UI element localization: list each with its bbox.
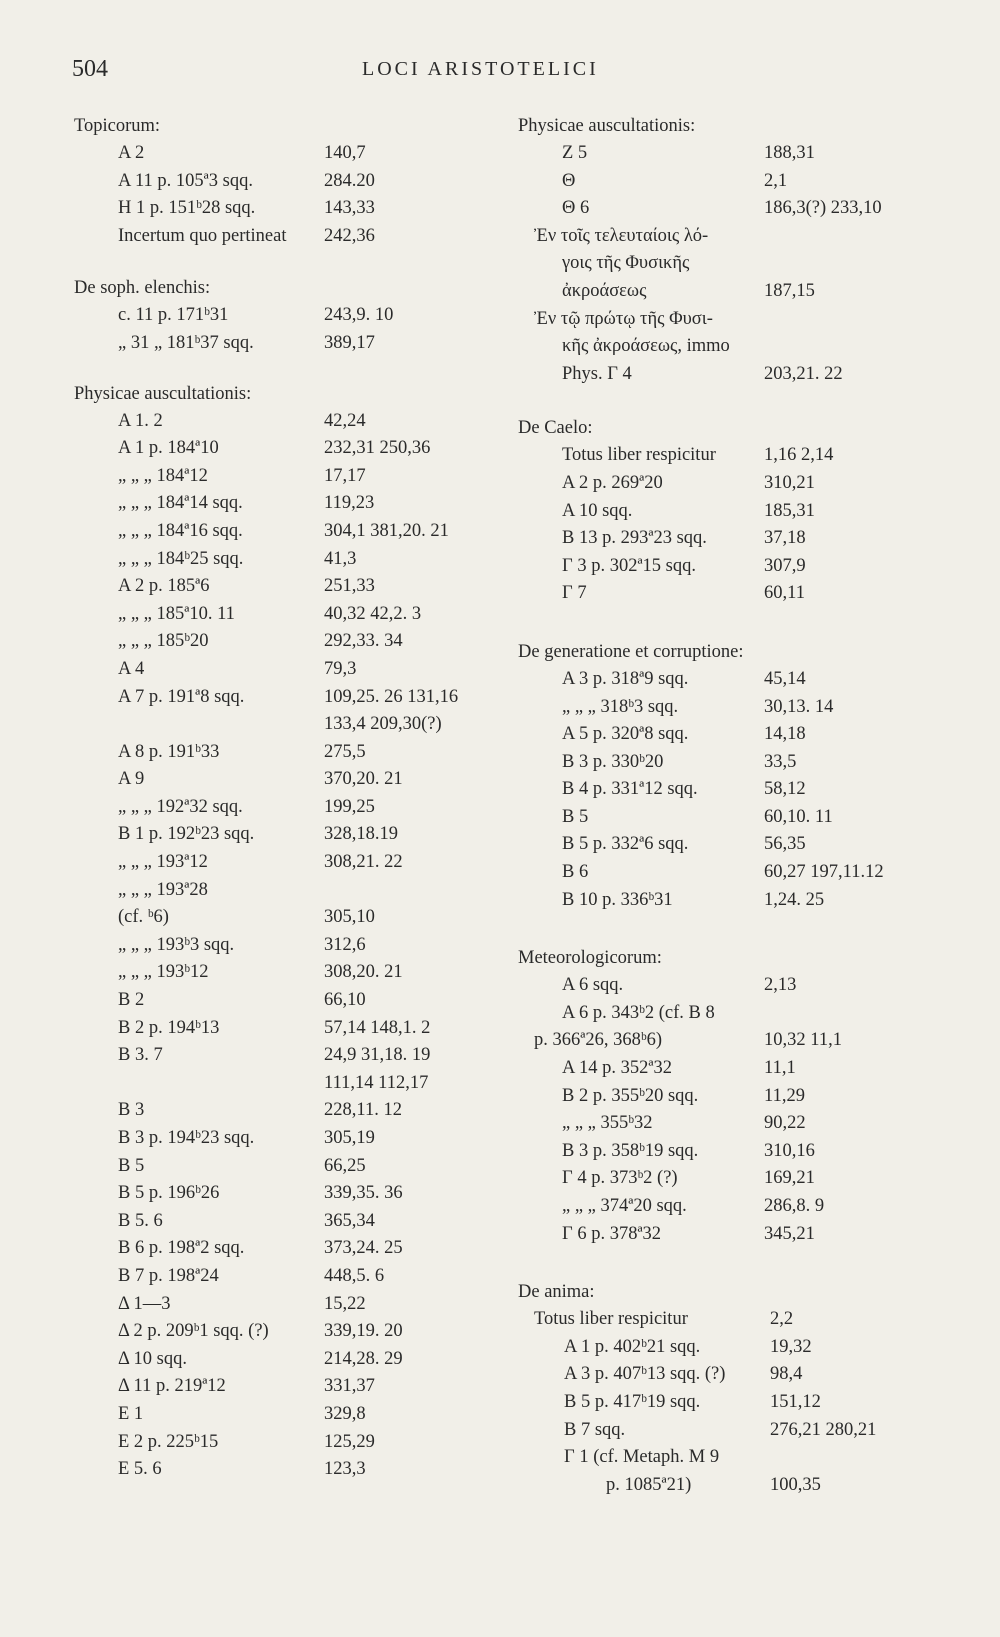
section-title: De soph. elenchis:	[74, 278, 211, 299]
index-entry	[74, 435, 504, 463]
entry-page-line: 1,24. 25	[764, 889, 825, 910]
index-entry	[518, 250, 938, 278]
index-entry	[74, 656, 504, 684]
index-entry	[74, 330, 504, 358]
entry-reference: A 9	[118, 769, 145, 790]
index-entry	[74, 1401, 504, 1429]
entry-page-line: 308,20. 21	[324, 962, 403, 983]
entry-page-line: 125,29	[324, 1431, 375, 1452]
entry-reference: B 7 sqq.	[564, 1419, 626, 1440]
entry-page-line: 370,20. 21	[324, 769, 403, 790]
index-entry	[518, 721, 938, 749]
index-entry	[74, 987, 504, 1015]
entry-page-line: 10,32 11,1	[764, 1030, 842, 1051]
index-entry	[518, 1083, 938, 1111]
entry-reference: B 10 p. 336ᵇ31	[562, 889, 673, 910]
index-entry	[74, 463, 504, 491]
index-entry	[518, 1334, 938, 1362]
entry-reference: A 7 p. 191ª8 sqq.	[118, 686, 245, 707]
index-entry	[74, 490, 504, 518]
page-header	[72, 56, 952, 90]
entry-page-line: 286,8. 9	[764, 1196, 825, 1216]
entry-page-line: 37,18	[764, 528, 806, 549]
entry-page-line: 275,5	[324, 741, 366, 762]
index-section	[74, 380, 504, 1484]
entry-page-line: 14,18	[764, 724, 806, 745]
entry-page-line: 328,18.19	[324, 824, 398, 845]
entry-reference: A 6 p. 343ᵇ2 (cf. B 8	[562, 1002, 715, 1023]
entry-reference: „ „ „ 184ª16 sqq.	[118, 520, 243, 541]
index-entry	[74, 601, 504, 629]
index-entry	[518, 442, 938, 470]
entry-page-line: 345,21	[764, 1223, 815, 1244]
entry-reference: B 7 p. 198ª24	[118, 1265, 219, 1286]
index-entry	[74, 711, 504, 739]
index-entry	[518, 1389, 938, 1417]
entry-reference: Δ 10 sqq.	[118, 1348, 187, 1369]
index-entry	[518, 470, 938, 498]
entry-reference: κῆς ἀκροάσεως, immo	[562, 336, 730, 357]
index-entry	[518, 278, 938, 306]
entry-page-line: 339,35. 36	[324, 1183, 403, 1204]
right-column	[518, 112, 938, 1525]
index-entry	[518, 580, 938, 608]
index-entry	[74, 1318, 504, 1346]
entry-reference: Ἐν τῷ πρώτῳ τῆς Φυσι-	[534, 308, 713, 329]
entry-page-line: 214,28. 29	[324, 1348, 403, 1369]
entry-reference: A 10 sqq.	[562, 500, 633, 521]
entry-page-line: 284.20	[324, 170, 375, 191]
index-entry	[74, 794, 504, 822]
entry-reference: γοις τῆς Φυσικῆς	[562, 253, 690, 274]
entry-page-line: 389,17	[324, 332, 375, 353]
index-entry	[518, 1000, 938, 1028]
entry-reference: Γ 4 p. 373ᵇ2 (?)	[562, 1168, 678, 1189]
entry-reference: A 5 p. 320ª8 sqq.	[562, 724, 689, 745]
index-entry	[74, 1346, 504, 1374]
entry-reference: Θ	[562, 170, 576, 191]
index-entry	[74, 849, 504, 877]
index-entry	[74, 932, 504, 960]
entry-page-line: 60,10. 11	[764, 806, 833, 827]
entry-page-line: 56,35	[764, 834, 806, 855]
entry-page-line: 143,33	[324, 198, 375, 219]
entry-reference: „ „ „ 193ᵇ3 sqq.	[118, 934, 235, 955]
index-entry	[518, 859, 938, 887]
entry-reference: B 5 p. 196ᵇ26	[118, 1183, 220, 1204]
entry-reference: B 2	[118, 990, 145, 1011]
entry-reference: A 2 p. 269ª20	[562, 472, 663, 493]
index-section	[518, 1278, 938, 1499]
entry-reference: „ „ „ 193ª12	[118, 852, 208, 873]
entry-reference: H 1 p. 151ᵇ28 sqq.	[118, 198, 256, 219]
entry-page-line: 24,9 31,18. 19	[324, 1045, 431, 1066]
entry-page-line: 151,12	[770, 1391, 821, 1412]
index-entry	[518, 972, 938, 1000]
index-entry	[74, 1235, 504, 1263]
index-entry	[74, 1373, 504, 1401]
entry-page-line: 307,9	[764, 555, 806, 576]
entry-page-line: 310,21	[764, 472, 815, 493]
index-section	[518, 112, 938, 388]
entry-page-line: 133,4 209,30(?)	[324, 714, 442, 735]
index-entry	[74, 168, 504, 196]
index-entry	[518, 776, 938, 804]
index-entry	[518, 1027, 938, 1055]
index-section	[518, 944, 938, 1248]
entry-reference: „ „ „ 318ᵇ3 sqq.	[562, 696, 679, 717]
index-entry	[74, 1180, 504, 1208]
entry-page-line: 19,32	[770, 1336, 812, 1357]
index-section	[518, 638, 938, 914]
entry-reference: Γ 7	[562, 583, 587, 604]
entry-reference: Z 5	[562, 143, 588, 163]
index-entry	[74, 195, 504, 223]
entry-page-line: 123,3	[324, 1459, 366, 1480]
entry-reference: Γ 3 p. 302ª15 sqq.	[562, 555, 696, 576]
entry-page-line: 310,16	[764, 1140, 815, 1161]
index-entry	[74, 546, 504, 574]
index-entry	[518, 804, 938, 832]
entry-reference: B 3 p. 358ᵇ19 sqq.	[562, 1140, 699, 1161]
index-entry	[518, 195, 938, 223]
entry-reference: A 11 p. 105ª3 sqq.	[118, 170, 253, 191]
entry-page-line: 1,16 2,14	[764, 445, 834, 466]
entry-page-line: 228,11. 12	[324, 1100, 402, 1121]
index-entry	[74, 959, 504, 987]
entry-reference: Θ 6	[562, 198, 590, 219]
index-entry	[518, 666, 938, 694]
entry-reference: B 5	[562, 806, 589, 827]
entry-reference: A 14 p. 352ª32	[562, 1058, 672, 1079]
entry-page-line: 33,5	[764, 751, 797, 772]
entry-reference: Δ 2 p. 209ᵇ1 sqq. (?)	[118, 1321, 269, 1342]
index-entry	[518, 1193, 938, 1221]
index-entry	[518, 140, 938, 168]
index-entry	[74, 1429, 504, 1457]
entry-reference: Δ 11 p. 219ª12	[118, 1376, 226, 1397]
entry-page-line: 331,37	[324, 1376, 375, 1397]
entry-reference: B 5. 6	[118, 1210, 163, 1231]
entry-page-line: 66,25	[324, 1155, 366, 1176]
entry-page-line: 339,19. 20	[324, 1321, 403, 1342]
entry-reference: ἀκροάσεως	[562, 280, 647, 301]
entry-reference: Totus liber respicitur	[562, 445, 716, 466]
entry-page-line: 251,33	[324, 576, 375, 597]
index-entry	[518, 525, 938, 553]
entry-page-line: 90,22	[764, 1113, 806, 1134]
index-entry	[518, 223, 938, 251]
entry-reference: E 5. 6	[118, 1459, 162, 1480]
entry-reference: „ „ „ 192ª32 sqq.	[118, 796, 243, 817]
index-entry	[74, 1070, 504, 1098]
entry-page-line: 60,11	[764, 583, 805, 604]
entry-reference: A 6 sqq.	[562, 975, 624, 996]
entry-reference: „ „ „ 185ᵇ20	[118, 631, 209, 652]
entry-page-line: 98,4	[770, 1364, 803, 1385]
entry-page-line: 15,22	[324, 1293, 366, 1314]
section-title: De generatione et corruptione:	[518, 641, 744, 662]
index-entry	[74, 739, 504, 767]
index-entry	[74, 1208, 504, 1236]
index-section	[518, 414, 938, 608]
entry-reference: Γ 6 p. 378ª32	[562, 1223, 662, 1244]
entry-reference: p. 366ª26, 368ᵇ6)	[534, 1030, 662, 1051]
index-entry	[74, 877, 504, 905]
entry-reference: A 3 p. 318ª9 sqq.	[562, 668, 689, 689]
entry-page-line: 42,24	[324, 410, 366, 431]
entry-page-line: 17,17	[324, 465, 366, 486]
entry-reference: A 1 p. 402ᵇ21 sqq.	[564, 1336, 701, 1357]
index-entry	[518, 1472, 938, 1500]
entry-page-line: 66,10	[324, 990, 366, 1011]
entry-reference: B 2 p. 194ᵇ13	[118, 1017, 220, 1038]
entry-page-line: 60,27 197,11.12	[764, 862, 884, 883]
entry-page-line: 100,35	[770, 1474, 821, 1495]
index-entry	[518, 1444, 938, 1472]
entry-reference: „ „ „ 184ª14 sqq.	[118, 493, 243, 514]
entry-page-line: 276,21 280,21	[770, 1419, 877, 1440]
index-entry	[518, 1138, 938, 1166]
entry-page-line: 199,25	[324, 796, 375, 817]
entry-page-line: 169,21	[764, 1168, 815, 1189]
entry-reference: „ „ „ 185ª10. 11	[118, 603, 235, 624]
entry-page-line: 79,3	[324, 658, 357, 679]
entry-reference: „ „ „ 184ᵇ25 sqq.	[118, 548, 244, 569]
entry-reference: B 4 p. 331ª12 sqq.	[562, 779, 698, 800]
entry-reference: B 3. 7	[118, 1045, 163, 1066]
entry-reference: B 3 p. 194ᵇ23 sqq.	[118, 1128, 255, 1148]
entry-page-line: 2,1	[764, 170, 788, 191]
entry-page-line: 304,1 381,20. 21	[324, 520, 449, 541]
entry-page-line: 111,14 112,17	[324, 1072, 429, 1093]
entry-page-line: 30,13. 14	[764, 696, 834, 717]
entry-reference: B 5 p. 417ᵇ19 sqq.	[564, 1391, 701, 1412]
section-title: Physicae auscultationis:	[74, 383, 252, 404]
index-entry	[74, 1456, 504, 1484]
entry-reference: „ „ „ 374ª20 sqq.	[562, 1196, 687, 1216]
entry-page-line: 188,31	[764, 143, 815, 163]
index-entry	[74, 1015, 504, 1043]
entry-page-line: 243,9. 10	[324, 305, 394, 326]
index-entry	[74, 1153, 504, 1181]
index-entry	[74, 628, 504, 656]
index-entry	[518, 749, 938, 777]
entry-page-line: 448,5. 6	[324, 1265, 385, 1286]
index-entry	[74, 821, 504, 849]
index-entry	[74, 684, 504, 712]
index-entry	[518, 1306, 938, 1334]
entry-page-line: 185,31	[764, 500, 815, 521]
entry-page-line: 305,10	[324, 907, 375, 928]
index-entry	[518, 1110, 938, 1138]
entry-page-line: 2,13	[764, 975, 797, 996]
entry-page-line: 232,31 250,36	[324, 438, 431, 459]
entry-page-line: 203,21. 22	[764, 363, 843, 384]
entry-reference: A 4	[118, 658, 145, 679]
entry-reference: E 2 p. 225ᵇ15	[118, 1431, 219, 1452]
entry-page-line: 365,34	[324, 1210, 375, 1231]
entry-reference: Δ 1—3	[118, 1293, 171, 1314]
entry-reference: Phys. Γ 4	[562, 363, 632, 384]
entry-page-line: 2,2	[770, 1309, 794, 1330]
index-entry	[74, 518, 504, 546]
entry-page-line: 41,3	[324, 548, 357, 569]
entry-page-line: 305,19	[324, 1128, 375, 1148]
entry-reference: (cf. ᵇ6)	[118, 907, 169, 928]
entry-reference: Totus liber respicitur	[534, 1309, 688, 1330]
index-entry	[518, 306, 938, 334]
index-entry	[74, 408, 504, 436]
entry-page-line: 58,12	[764, 779, 806, 800]
section-title: De anima:	[518, 1282, 595, 1303]
entry-reference: „ „ „ 193ᵇ12	[118, 962, 209, 983]
entry-page-line: 109,25. 26 131,16	[324, 686, 459, 707]
entry-reference: Incertum quo pertineat	[118, 225, 287, 246]
section-title: De Caelo:	[518, 418, 593, 439]
entry-page-line: 186,3(?) 233,10	[764, 198, 882, 219]
index-entry	[74, 573, 504, 601]
section-title: Meteorologicorum:	[518, 948, 662, 969]
entry-reference: A 8 p. 191ᵇ33	[118, 741, 220, 762]
entry-reference: B 6	[562, 862, 589, 883]
entry-reference: Ἐν τοῖς τελευταίοις λό-	[534, 225, 709, 246]
index-entry	[74, 1263, 504, 1291]
entry-reference: c. 11 p. 171ᵇ31	[118, 305, 229, 326]
index-entry	[518, 1417, 938, 1445]
entry-reference: B 6 p. 198ª2 sqq.	[118, 1238, 245, 1259]
entry-reference: B 1 p. 192ᵇ23 sqq.	[118, 824, 255, 845]
index-section	[74, 274, 504, 357]
index-entry	[518, 333, 938, 361]
entry-page-line: 329,8	[324, 1403, 366, 1424]
entry-reference: B 3 p. 330ᵇ20	[562, 751, 664, 772]
entry-page-line: 119,23	[324, 493, 375, 514]
entry-page-line: 140,7	[324, 143, 366, 163]
index-section	[74, 112, 504, 250]
entry-reference: A 3 p. 407ᵇ13 sqq. (?)	[564, 1364, 726, 1385]
entry-page-line: 292,33. 34	[324, 631, 403, 652]
page-number: 504	[72, 56, 108, 82]
entry-page-line: 308,21. 22	[324, 852, 403, 873]
entry-reference: B 3	[118, 1100, 145, 1121]
index-entry	[74, 140, 504, 168]
entry-reference: „ „ „ 355ᵇ32	[562, 1113, 653, 1134]
index-entry	[518, 361, 938, 389]
entry-reference: „ 31 „ 181ᵇ37 sqq.	[118, 332, 254, 353]
entry-reference: B 2 p. 355ᵇ20 sqq.	[562, 1085, 699, 1106]
entry-page-line: 11,1	[764, 1058, 796, 1079]
left-column	[74, 112, 504, 1510]
index-entry	[74, 766, 504, 794]
index-entry	[518, 1055, 938, 1083]
entry-reference: „ „ „ 184ª12	[118, 465, 208, 486]
index-entry	[74, 1042, 504, 1070]
entry-page-line: 187,15	[764, 280, 815, 301]
entry-reference: „ „ „ 193ª28	[118, 879, 208, 900]
index-entry	[518, 1221, 938, 1249]
index-entry	[74, 1125, 504, 1153]
entry-reference: B 5	[118, 1155, 145, 1176]
entry-reference: B 13 p. 293ª23 sqq.	[562, 528, 707, 549]
entry-page-line: 57,14 148,1. 2	[324, 1017, 431, 1038]
entry-reference: B 5 p. 332ª6 sqq.	[562, 834, 689, 855]
section-title: Physicae auscultationis:	[518, 116, 696, 136]
index-entry	[518, 1165, 938, 1193]
index-entry	[74, 1097, 504, 1125]
entry-page-line: 312,6	[324, 934, 366, 955]
entry-reference: p. 1085ª21)	[606, 1474, 692, 1495]
entry-reference: A 2	[118, 143, 145, 163]
index-entry	[518, 831, 938, 859]
section-title: Topicorum:	[74, 116, 161, 136]
index-entry	[518, 168, 938, 196]
entry-reference: A 1 p. 184ª10	[118, 438, 219, 459]
index-entry	[74, 904, 504, 932]
index-entry	[518, 553, 938, 581]
running-head: LOCI ARISTOTELICI	[362, 58, 599, 80]
entry-page-line: 242,36	[324, 225, 375, 246]
entry-page-line: 45,14	[764, 668, 806, 689]
entry-page-line: 40,32 42,2. 3	[324, 603, 422, 624]
entry-reference: E 1	[118, 1403, 144, 1424]
entry-page-line: 373,24. 25	[324, 1238, 403, 1259]
index-entry	[518, 887, 938, 915]
index-entry	[518, 498, 938, 526]
entry-reference: A 2 p. 185ª6	[118, 576, 210, 597]
index-entry	[74, 223, 504, 251]
index-entry	[518, 694, 938, 722]
entry-reference: A 1. 2	[118, 410, 163, 431]
index-entry	[74, 1291, 504, 1319]
entry-page-line: 11,29	[764, 1085, 805, 1106]
index-entry	[74, 302, 504, 330]
entry-reference: Γ 1 (cf. Metaph. M 9	[564, 1447, 720, 1468]
index-entry	[518, 1361, 938, 1389]
